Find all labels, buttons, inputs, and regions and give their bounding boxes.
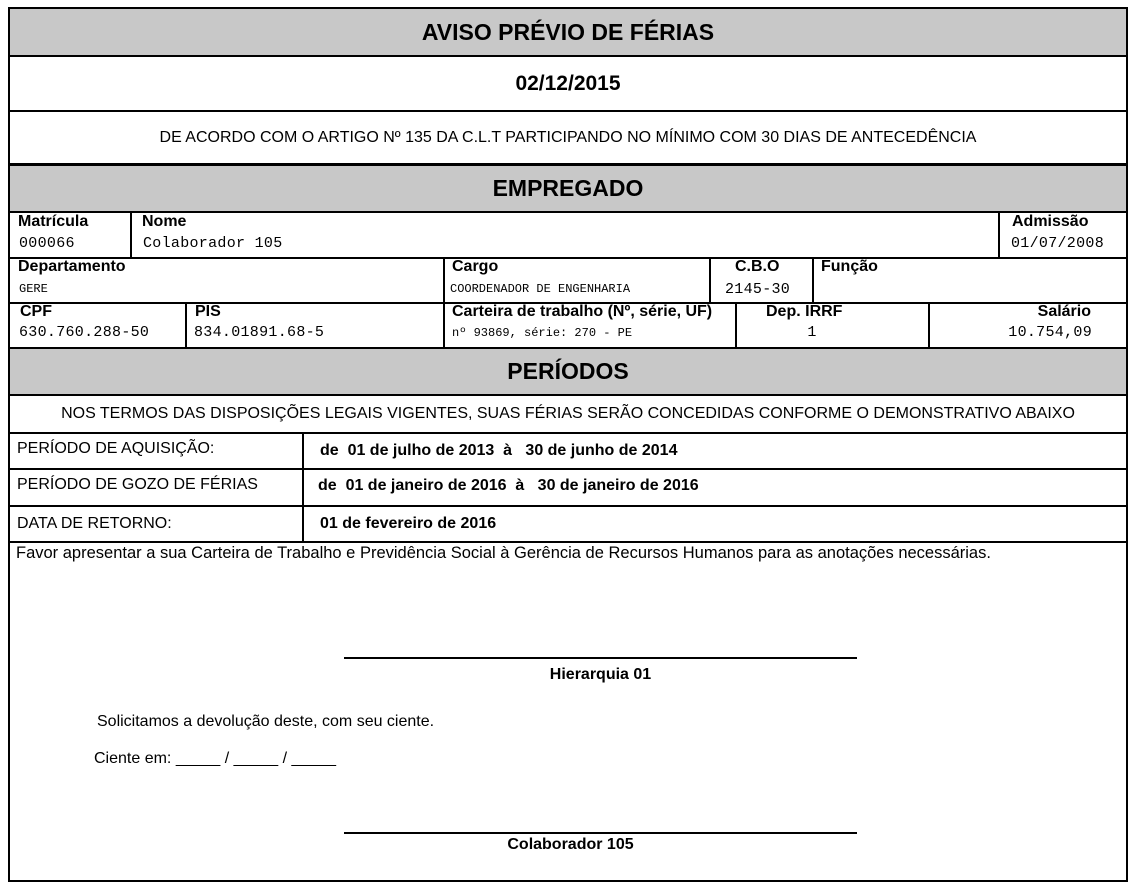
departamento-value: GERE: [19, 282, 48, 296]
matricula-label: Matrícula: [18, 213, 89, 230]
departamento-label: Departamento: [18, 258, 126, 275]
periodos-intro-text: NOS TERMOS DAS DISPOSIÇÕES LEGAIS VIGENTES, SUAS FÉRIAS SERÃO CONCEDIDAS CONFORME O DEMONSTRATIVO ABAIXO: [61, 405, 1075, 422]
salario-label: Salário: [1037, 303, 1091, 320]
instruction-text: Favor apresentar a sua Carteira de Trabalho e Previdência Social à Gerência de Recursos Humanos para as anotações necessárias.: [16, 544, 991, 562]
legal-notice: [8, 112, 1128, 165]
section-empregado: [8, 164, 1128, 213]
dep-irrf-value: 1: [807, 324, 817, 341]
retorno-value: 01 de fevereiro de 2016: [320, 515, 497, 532]
salario-value: 10.754,09: [1008, 324, 1092, 341]
section-empregado-title: EMPREGADO: [492, 175, 644, 201]
dep-irrf-label: Dep. IRRF: [766, 303, 843, 320]
divider: [443, 258, 445, 348]
retorno-label: DATA DE RETORNO:: [17, 515, 172, 532]
funcao-label: Função: [821, 258, 878, 275]
signature-line-hierarquia: [344, 657, 857, 659]
date-text: 02/12/2015: [515, 71, 621, 95]
signature-line-colaborador: [344, 832, 857, 834]
document-title: [8, 7, 1128, 57]
divider: [302, 433, 304, 542]
matricula-value: 000066: [19, 235, 75, 252]
aquisicao-label: PERÍODO DE AQUISIÇÃO:: [17, 440, 215, 457]
divider: [8, 468, 1128, 470]
title-text: AVISO PRÉVIO DE FÉRIAS: [421, 18, 715, 45]
gozo-value: de 01 de janeiro de 2016 à 30 de janeiro de 2016: [318, 477, 699, 494]
divider: [8, 541, 1128, 543]
cbo-value: 2145-30: [725, 281, 791, 298]
ciente-field: Ciente em: _____ / _____ / _____: [94, 750, 336, 767]
divider: [709, 258, 711, 303]
cargo-value: COORDENADOR DE ENGENHARIA: [450, 282, 631, 296]
pis-value: 834.01891.68-5: [194, 324, 325, 341]
legal-notice-text: DE ACORDO COM O ARTIGO Nº 135 DA C.L.T PARTICIPANDO NO MÍNIMO COM 30 DIAS DE ANTECEDÊNCIA: [159, 128, 977, 146]
devolucao-text: Solicitamos a devolução deste, com seu ciente.: [97, 713, 435, 730]
signature-label-hierarquia: Hierarquia 01: [549, 666, 652, 683]
divider: [185, 303, 187, 348]
gozo-label: PERÍODO DE GOZO DE FÉRIAS: [17, 476, 258, 493]
cargo-label: Cargo: [452, 258, 499, 275]
carteira-label: Carteira de trabalho (Nº, série, UF): [452, 303, 713, 320]
admissao-label: Admissão: [1012, 213, 1089, 230]
divider: [8, 257, 1128, 259]
section-periodos-title: PERÍODOS: [507, 358, 629, 384]
cpf-label: CPF: [20, 303, 52, 320]
nome-label: Nome: [142, 213, 187, 230]
divider: [130, 213, 132, 258]
divider: [8, 505, 1128, 507]
pis-label: PIS: [195, 303, 221, 320]
section-periodos: [8, 347, 1128, 396]
cpf-value: 630.760.288-50: [19, 324, 150, 341]
aquisicao-value: de 01 de julho de 2013 à 30 de junho de 2014: [320, 442, 678, 459]
signature-label-colaborador: Colaborador 105: [507, 836, 634, 853]
carteira-value: nº 93869, série: 270 - PE: [452, 326, 633, 340]
divider: [812, 258, 814, 303]
nome-value: Colaborador 105: [143, 235, 283, 252]
notice-date: [8, 57, 1128, 112]
periodos-intro: [8, 396, 1128, 434]
divider: [998, 213, 1000, 258]
admissao-value: 01/07/2008: [1011, 235, 1105, 252]
cbo-label: C.B.O: [735, 258, 780, 275]
